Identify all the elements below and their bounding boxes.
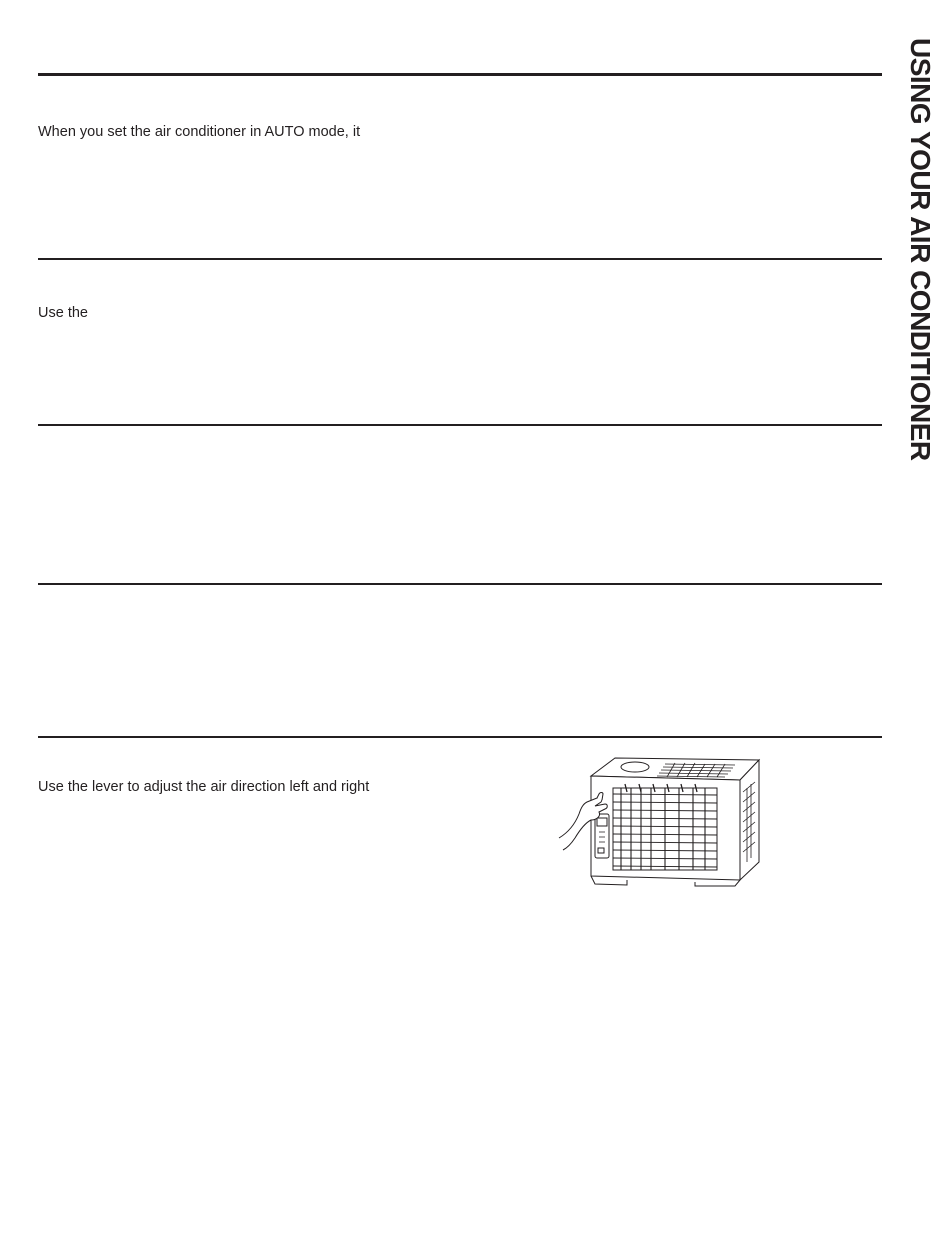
section-rule-4 [38,583,882,585]
section-2-text: Use the [38,305,88,321]
air-conditioner-icon [555,752,767,892]
section-rule-2 [38,258,882,260]
section-rule-1 [38,73,882,76]
section-rule-3 [38,424,882,426]
section-5-text: Use the lever to adjust the air direction left and right [38,779,370,795]
section-1-text: When you set the air conditioner in AUTO mode, it [38,124,361,140]
side-title: USING YOUR AIR CONDITIONER [905,38,936,461]
section-rule-5 [38,736,882,738]
